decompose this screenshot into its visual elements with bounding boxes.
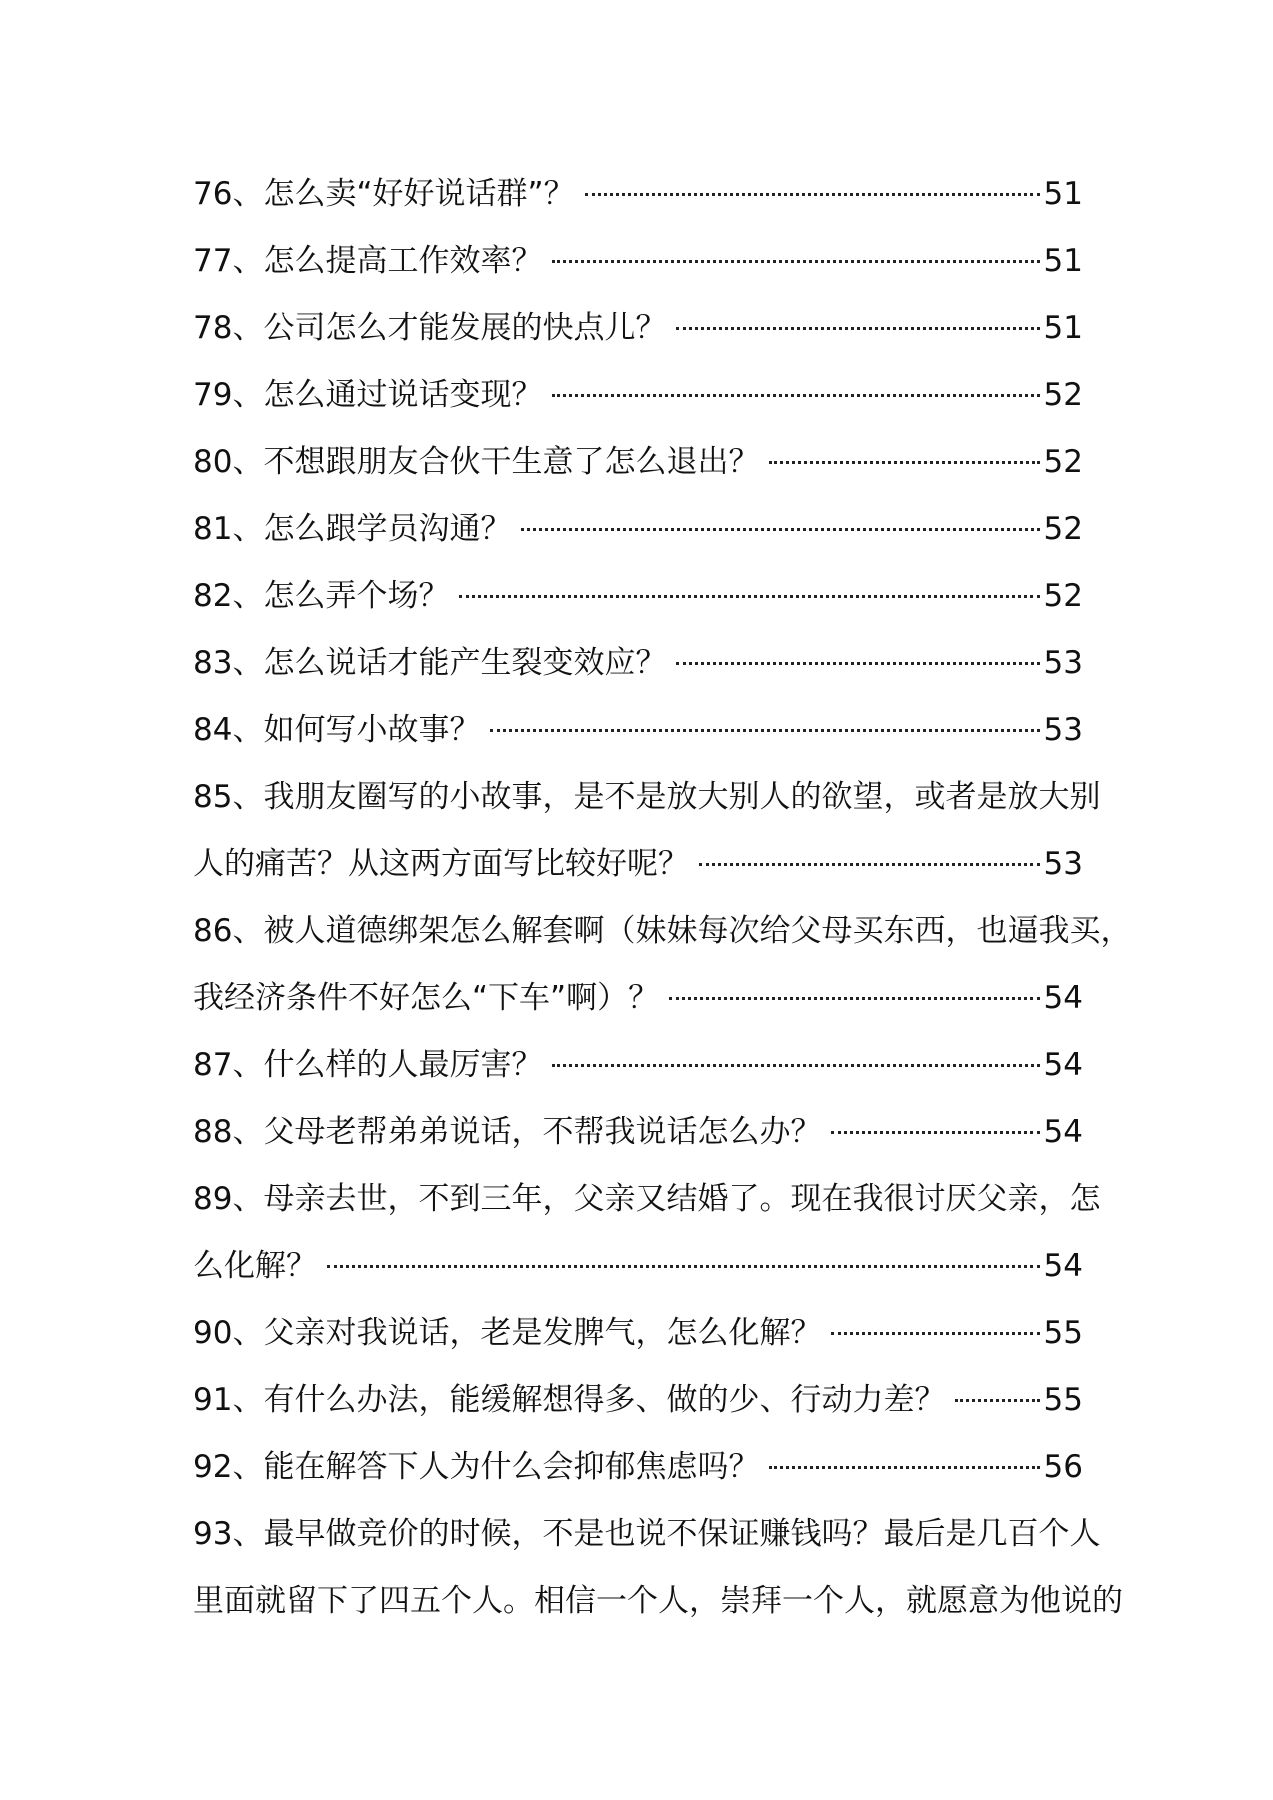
toc-entry-line[interactable] xyxy=(193,1099,1083,1166)
toc-page-number: 52 xyxy=(1043,444,1083,480)
toc-entry-line[interactable] xyxy=(193,1166,1101,1233)
toc-page-number: 55 xyxy=(1043,1382,1083,1418)
toc-page-number: 51 xyxy=(1043,176,1083,212)
toc-entry-title: 93、最早做竞价的时候，不是也说不保证赚钱吗？最后是几百个人 xyxy=(193,1516,1101,1552)
toc-entry-line[interactable] xyxy=(193,362,1083,429)
toc-entry-line[interactable] xyxy=(193,161,1083,228)
table-of-contents xyxy=(193,161,1132,1635)
toc-entry-line[interactable] xyxy=(193,1300,1083,1367)
toc-entry-title: 80、不想跟朋友合伙干生意了怎么退出？ xyxy=(193,444,760,480)
toc-entry-line[interactable] xyxy=(193,831,1083,898)
toc-entry-title: 里面就留下了四五个人。相信一个人，崇拜一个人，就愿意为他说的 xyxy=(193,1583,1123,1619)
dot-leader xyxy=(955,1399,1039,1402)
dot-leader xyxy=(552,260,1039,263)
toc-page-number: 51 xyxy=(1043,310,1083,346)
toc-entry-line[interactable] xyxy=(193,563,1083,630)
dot-leader xyxy=(585,193,1040,196)
toc-page-number: 54 xyxy=(1043,1114,1083,1150)
dot-leader xyxy=(676,327,1039,330)
toc-entry-title: 76、怎么卖“好好说话群”？ xyxy=(193,176,575,212)
toc-page-number: 52 xyxy=(1043,377,1083,413)
toc-page-number: 54 xyxy=(1043,980,1083,1016)
toc-entry-title: 86、被人道德绑架怎么解套啊（妹妹每次给父母买东西，也逼我买， xyxy=(193,913,1132,949)
toc-entry-title: 77、怎么提高工作效率？ xyxy=(193,243,543,279)
toc-page-number: 55 xyxy=(1043,1315,1083,1351)
toc-entry-title: 90、父亲对我说话，老是发脾气，怎么化解？ xyxy=(193,1315,822,1351)
dot-leader xyxy=(552,394,1039,397)
toc-page-number: 53 xyxy=(1043,712,1083,748)
dot-leader xyxy=(699,863,1040,866)
toc-entry-title: 85、我朋友圈写的小故事，是不是放大别人的欲望，或者是放大别 xyxy=(193,779,1101,815)
toc-entry-title: 84、如何写小故事？ xyxy=(193,712,481,748)
toc-entry-title: 人的痛苦？从这两方面写比较好呢？ xyxy=(193,846,689,882)
toc-entry-title: 91、有什么办法，能缓解想得多、做的少、行动力差？ xyxy=(193,1382,946,1418)
toc-entry-line[interactable] xyxy=(193,496,1083,563)
toc-page-number: 54 xyxy=(1043,1047,1083,1083)
dot-leader xyxy=(490,729,1039,732)
toc-entry-line[interactable] xyxy=(193,1233,1083,1300)
toc-entry-line[interactable] xyxy=(193,228,1083,295)
toc-entry-title: 83、怎么说话才能产生裂变效应？ xyxy=(193,645,667,681)
dot-leader xyxy=(521,528,1039,531)
dot-leader xyxy=(831,1131,1039,1134)
toc-page-number: 56 xyxy=(1043,1449,1083,1485)
toc-entry-title: 92、能在解答下人为什么会抑郁焦虑吗？ xyxy=(193,1449,760,1485)
toc-entry-line[interactable] xyxy=(193,1367,1083,1434)
toc-entry-title: 89、母亲去世，不到三年，父亲又结婚了。现在我很讨厌父亲，怎 xyxy=(193,1181,1101,1217)
toc-entry-line[interactable] xyxy=(193,898,1132,965)
toc-entry-line[interactable] xyxy=(193,429,1083,496)
toc-entry-line[interactable] xyxy=(193,764,1101,831)
toc-entry-title: 88、父母老帮弟弟说话，不帮我说话怎么办？ xyxy=(193,1114,822,1150)
dot-leader xyxy=(459,595,1039,598)
dot-leader xyxy=(327,1265,1040,1268)
toc-page-number: 53 xyxy=(1043,846,1083,882)
dot-leader xyxy=(669,997,1039,1000)
toc-entry-title: 82、怎么弄个场？ xyxy=(193,578,450,614)
dot-leader xyxy=(676,662,1039,665)
toc-entry-title: 我经济条件不好怎么“下车”啊）？ xyxy=(193,980,660,1016)
dot-leader xyxy=(769,1466,1039,1469)
toc-entry-title: 87、什么样的人最厉害？ xyxy=(193,1047,543,1083)
toc-page-number: 52 xyxy=(1043,578,1083,614)
toc-entry-line[interactable] xyxy=(193,965,1083,1032)
toc-page-number: 54 xyxy=(1043,1248,1083,1284)
toc-page-number: 52 xyxy=(1043,511,1083,547)
toc-entry-line[interactable] xyxy=(193,1434,1083,1501)
toc-entry-title: 81、怎么跟学员沟通？ xyxy=(193,511,512,547)
toc-entry-title: 79、怎么通过说话变现？ xyxy=(193,377,543,413)
toc-entry-title: 么化解？ xyxy=(193,1248,317,1284)
dot-leader xyxy=(769,461,1039,464)
dot-leader xyxy=(831,1332,1039,1335)
toc-entry-line[interactable] xyxy=(193,630,1083,697)
dot-leader xyxy=(552,1064,1039,1067)
toc-entry-title: 78、公司怎么才能发展的快点儿？ xyxy=(193,310,667,346)
toc-page-number: 53 xyxy=(1043,645,1083,681)
toc-entry-line[interactable] xyxy=(193,1568,1123,1635)
toc-page-number: 51 xyxy=(1043,243,1083,279)
toc-entry-line[interactable] xyxy=(193,1032,1083,1099)
toc-entry-line[interactable] xyxy=(193,697,1083,764)
toc-entry-line[interactable] xyxy=(193,1501,1101,1568)
toc-entry-line[interactable] xyxy=(193,295,1083,362)
